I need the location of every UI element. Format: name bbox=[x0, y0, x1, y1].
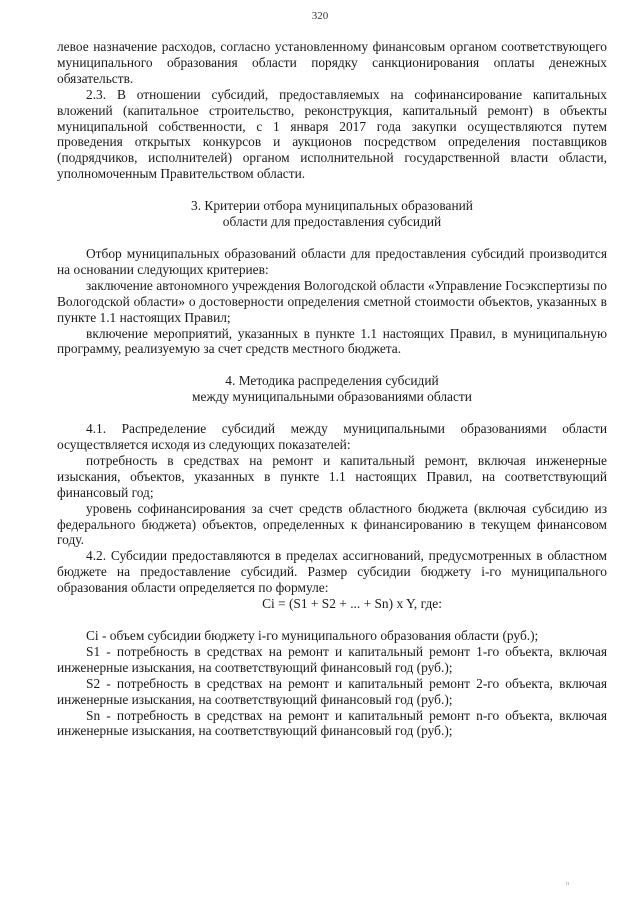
section-4-heading-line2: между муниципальными образованиями области bbox=[192, 389, 472, 405]
section-3-heading: 3. Критерии отбора муниципальных образований bbox=[191, 198, 473, 214]
formula: Ci = (S1 + S2 + ... + Sn) x Y, где: bbox=[262, 596, 442, 612]
paragraph: 4.2. Субсидии предоставляются в пределах ассигнований, предусмотренных в областном бюджете на предоставление субсидий. Размер субсидии бюджету i-го муниципального образования области определяется по формуле: bbox=[57, 548, 607, 596]
paragraph: заключение автономного учреждения Вологодской области «Управление Госэкспертизы по Вологодской области» о достоверности определения сметной стоимости объектов, указанных в пункте 1.1 настоящих Правил; bbox=[57, 277, 607, 325]
paragraph: 4.1. Распределение субсидий между муниципальными образованиями области осуществляется исходя из следующих показателей: bbox=[57, 421, 607, 453]
definition: Sn - потребность в средствах на ремонт и капитальный ремонт n-го объекта, включая инженерные изыскания, на соответствующий финансовый год (руб.); bbox=[57, 707, 607, 739]
paragraph: включение мероприятий, указанных в пункте 1.1 настоящих Правил, в муниципальную программу, реализуемую за счет средств местного бюджета. bbox=[57, 325, 607, 357]
paragraph: Отбор муниципальных образований области для предоставления субсидий производится на основании следующих критериев: bbox=[57, 245, 607, 277]
definition: S1 - потребность в средствах на ремонт и капитальный ремонт 1-го объекта, включая инженерные изыскания, на соответствующий финансовый год (руб.); bbox=[57, 643, 607, 675]
section-3-heading-line2: области для предоставления субсидий bbox=[222, 214, 442, 230]
paragraph: левое назначение расходов, согласно установленному финансовым органом соответствующего муниципального образования области порядку санкционирования оплаты денежных обязательств. bbox=[57, 39, 607, 86]
paragraph: уровень софинансирования за счет средств областного бюджета (включая субсидию из федерального бюджета) объектов, определенных к финансированию в текущем финансовом году. bbox=[57, 500, 607, 548]
footer-mark: п bbox=[566, 881, 570, 887]
paragraph: потребность в средствах на ремонт и капитальный ремонт, включая инженерные изыскания, объектов, указанных в пункте 1.1 настоящих Правил, на соответствующий финансовый год; bbox=[57, 452, 607, 500]
section-4-heading: 4. Методика распределения субсидий bbox=[225, 373, 439, 389]
definition: S2 - потребность в средствах на ремонт и капитальный ремонт 2-го объекта, включая инженерные изыскания, на соответствующий финансовый год (руб.); bbox=[57, 675, 607, 707]
paragraph: 2.3. В отношении субсидий, предоставляемых на софинансирование капитальных вложений (капитальное строительство, реконструкция, капитальный ремонт) в объекты муниципальной собственности, с 1 января 2017 года закупки осуществляются путем проведения открытых конкурсов и аукционов посредством определения поставщиков (подрядчиков, исполнителей) органом исполнительной государственной власти области, уполномоченным Правительством области. bbox=[57, 86, 607, 182]
definition: Ci - объем субсидии бюджету i-го муниципального образования области (руб.); bbox=[86, 628, 539, 643]
document-body bbox=[57, 39, 607, 739]
page-number: 320 bbox=[311, 10, 329, 22]
